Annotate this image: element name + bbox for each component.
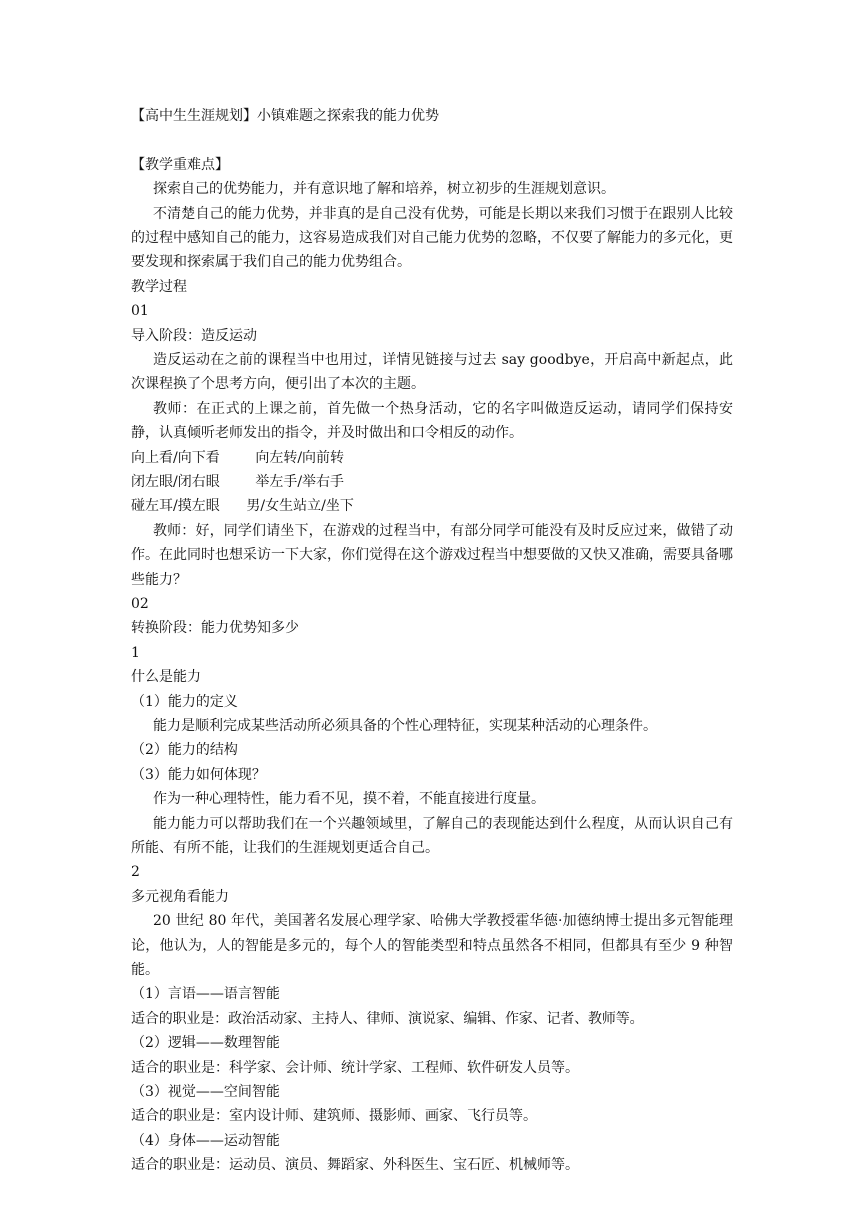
intelligence-label: （2）逻辑——数理智能 — [131, 1035, 280, 1052]
item-label: （3）能力如何体现？ — [131, 766, 266, 783]
command-row: 闭左眼/闭右眼 举左手/举右手 — [131, 473, 345, 490]
stage-title: 导入阶段：造反运动 — [131, 327, 257, 344]
section-paragraph: 能力能力可以帮助我们在一个兴趣领域里，了解自己的表现能达到什么程度，从而认识自己有所能、有所不能，让我们的生涯规划更适合自己。 — [131, 815, 733, 856]
section-paragraph: 20 世纪 80 年代，美国著名发展心理学家、哈佛大学教授霍华德·加德纳博士提出多元智能理论，他认为，人的智能是多元的，每个人的智能类型和特点虽然各不相同，但都具有至少 9 种智能。 — [131, 913, 733, 978]
intelligence-jobs: 适合的职业是：室内设计师、建筑师、摄影师、画家、飞行员等。 — [131, 1108, 537, 1125]
document-title: 【高中生生涯规划】小镇难题之探索我的能力优势 — [131, 108, 439, 124]
section-number: 1 — [131, 644, 140, 661]
spacer — [131, 128, 733, 152]
item-label: （2）能力的结构 — [131, 742, 238, 759]
item-text: 作为一种心理特性，能力看不见，摸不着，不能直接进行度量。 — [153, 791, 545, 808]
key-point-paragraph: 探索自己的优势能力，并有意识地了解和培养，树立初步的生涯规划意识。 — [153, 181, 615, 198]
stage-paragraph: 教师：在正式的上课之前，首先做一个热身活动，它的名字叫做造反运动，请同学们保持安静，认真倾听老师发出的指令，并及时做出和口令相反的动作。 — [131, 400, 733, 442]
stage-number: 02 — [131, 595, 149, 612]
stage-title: 转换阶段：能力优势知多少 — [131, 620, 299, 637]
intelligence-jobs: 适合的职业是：运动员、演员、舞蹈家、外科医生、宝石匠、机械师等。 — [131, 1157, 579, 1174]
key-point-paragraph: 不清楚自己的能力优势，并非真的是自己没有优势，可能是长期以来我们习惯于在跟别人比较的过程中感知自己的能力，这容易造成我们对自己能力优势的忽略，不仅要了解能力的多元化，更要发现和探索属于我们自己的能力优势组合。 — [131, 205, 733, 271]
document-page — [131, 104, 733, 1177]
stage-paragraph: 造反运动在之前的课程当中也用过，详情见链接与过去 say goodbye，开启高中新起点，此次课程换了个思考方向，便引出了本次的主题。 — [131, 351, 733, 393]
key-points-heading: 【教学重难点】 — [131, 156, 229, 173]
item-text: 能力是顺利完成某些活动所必须具备的个性心理特征，实现某种活动的心理条件。 — [153, 717, 657, 734]
intelligence-label: （4）身体——运动智能 — [131, 1132, 280, 1149]
intelligence-label: （3）视觉——空间智能 — [131, 1083, 280, 1100]
command-row: 向上看/向下看 向左转/向前转 — [131, 449, 345, 466]
process-heading: 教学过程 — [131, 278, 187, 295]
section-title: 什么是能力 — [131, 669, 201, 686]
intelligence-jobs: 适合的职业是：科学家、会计师、统计学家、工程师、软件研发人员等。 — [131, 1059, 579, 1076]
intelligence-jobs: 适合的职业是：政治活动家、主持人、律师、演说家、编辑、作家、记者、教师等。 — [131, 1010, 644, 1027]
section-number: 2 — [131, 864, 140, 881]
item-label: （1）能力的定义 — [131, 693, 238, 710]
section-title: 多元视角看能力 — [131, 888, 229, 905]
stage-number: 01 — [131, 303, 149, 320]
stage-paragraph: 教师：好，同学们请坐下，在游戏的过程当中，有部分同学可能没有及时反应过来，做错了动作。在此同时也想采访一下大家，你们觉得在这个游戏过程当中想要做的又快又准确，需要具备哪些能力？ — [131, 522, 733, 588]
intelligence-label: （1）言语——语言智能 — [131, 986, 280, 1003]
command-row: 碰左耳/摸左眼 男/女生站立/坐下 — [131, 498, 354, 515]
